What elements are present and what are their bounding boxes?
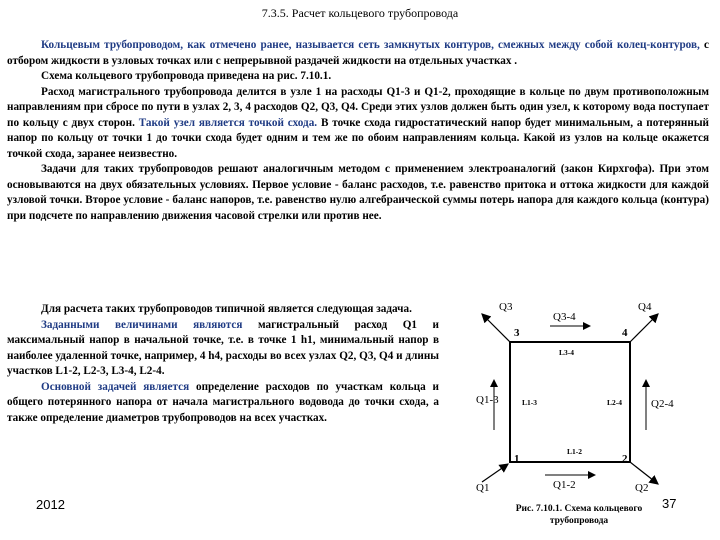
paragraph-3	[7, 85, 709, 163]
main-text	[7, 38, 709, 224]
label-q3: Q3	[499, 301, 513, 313]
page-title: 7.3.5. Расчет кольцевого трубопровода	[261, 6, 459, 20]
node-1: 1	[514, 453, 520, 465]
node-4: 4	[622, 327, 628, 339]
label-l13: L1-3	[522, 398, 537, 407]
label-l24: L2-4	[607, 398, 622, 407]
paragraph-7-rest: определение расходов по участкам кольца и общего потерянного напора от начала магистрального водовода до точки схода, а также определение диаметров трубопроводов на всех участках.	[7, 380, 439, 424]
paragraph-4: Задачи для таких трубопроводов решают аналогичным методом с применением электроаналогий (закон Кирхгофа). При этом основываются на двух обязательных условиях. Первое условие - баланс расходов, т.е. равенство притока и оттока жидкости для каждой узловой точки. Второе условие - баланс напоров, т.е. равенство нулю алгебраической суммы потерь напора для каждого кольца (контура) при подсчете по направлению движения часовой стрелки или против нее.	[7, 163, 709, 222]
outflow-arrow-q2	[630, 462, 658, 484]
paragraph-1	[7, 38, 709, 69]
label-q13: Q1-3	[476, 394, 499, 406]
paragraph-2: Схема кольцевого трубопровода приведена на рис. 7.10.1.	[41, 70, 332, 82]
label-q4: Q4	[638, 301, 652, 313]
paragraph-1-rest: с отбором жидкости в узловых точках или с непрерывной раздачей жидкости на отдельных участках .	[7, 39, 709, 67]
label-q2: Q2	[635, 482, 649, 494]
year: 2012	[36, 497, 65, 512]
page-number: 37	[662, 496, 677, 511]
label-q24: Q2-4	[651, 398, 674, 410]
paragraph-7-highlight: Основной задачей является	[41, 380, 190, 393]
outflow-arrow-q4	[630, 314, 658, 342]
label-l12: L1-2	[567, 447, 582, 456]
ring-pipeline-diagram	[455, 295, 720, 500]
paragraph-6-highlight: Заданными величинами являются	[41, 318, 243, 331]
figure-caption: Рис. 7.10.1. Схема кольцевого трубопровода	[515, 504, 643, 526]
outflow-arrow-q3	[482, 314, 510, 342]
lower-text	[7, 302, 439, 426]
paragraph-3-rest: В точке схода гидростатический напор будет минимальным, а потерянный напор по кольцу от точки 1 до точки схода будет одним и тем же по обоим направлениям кольца. Какой из узлов на кольце окажется точкой схода, заранее неизвестно.	[7, 116, 710, 160]
paragraph-1-highlight: Кольцевым трубопроводом, как отмечено ранее, называется сеть замкнутых контуров, смежных между собой колец-контуров,	[41, 39, 700, 51]
node-3: 3	[514, 327, 520, 339]
node-2: 2	[622, 453, 628, 465]
label-q1: Q1	[476, 482, 490, 494]
paragraph-3-start: Расход магистрального трубопровода делится в узле 1 на расходы Q1-3 и Q1-2, проходящие в кольце по двум противоположным направлениям при сбросе по пути в узлах 2, 3, 4 расходов Q2, Q3, Q4. Среди этих узлов должен быть один узел, к которому вода поступает по кольцу с двух сторон.	[7, 85, 709, 129]
inflow-arrow-q1	[482, 464, 508, 482]
paragraph-3-highlight: Такой узел является точкой схода.	[134, 116, 318, 129]
label-q12: Q1-2	[553, 479, 576, 491]
paragraph-6-rest: магистральный расход Q1 и максимальный напор в начальной точке, т.е. в точке 1 h1, минимальный напор в наиболее удаленной точке, например, 4 h4, расходы во всех узлах Q2, Q3, Q4 и длины участков L1-2, L2-3, L3-4, L2-4.	[7, 318, 439, 377]
paragraph-7	[7, 380, 439, 427]
label-l34: L3-4	[559, 348, 574, 357]
label-q34: Q3-4	[553, 311, 576, 323]
paragraph-5: Для расчета таких трубопроводов типичной является следующая задача.	[41, 303, 412, 315]
paragraph-6	[7, 318, 439, 380]
